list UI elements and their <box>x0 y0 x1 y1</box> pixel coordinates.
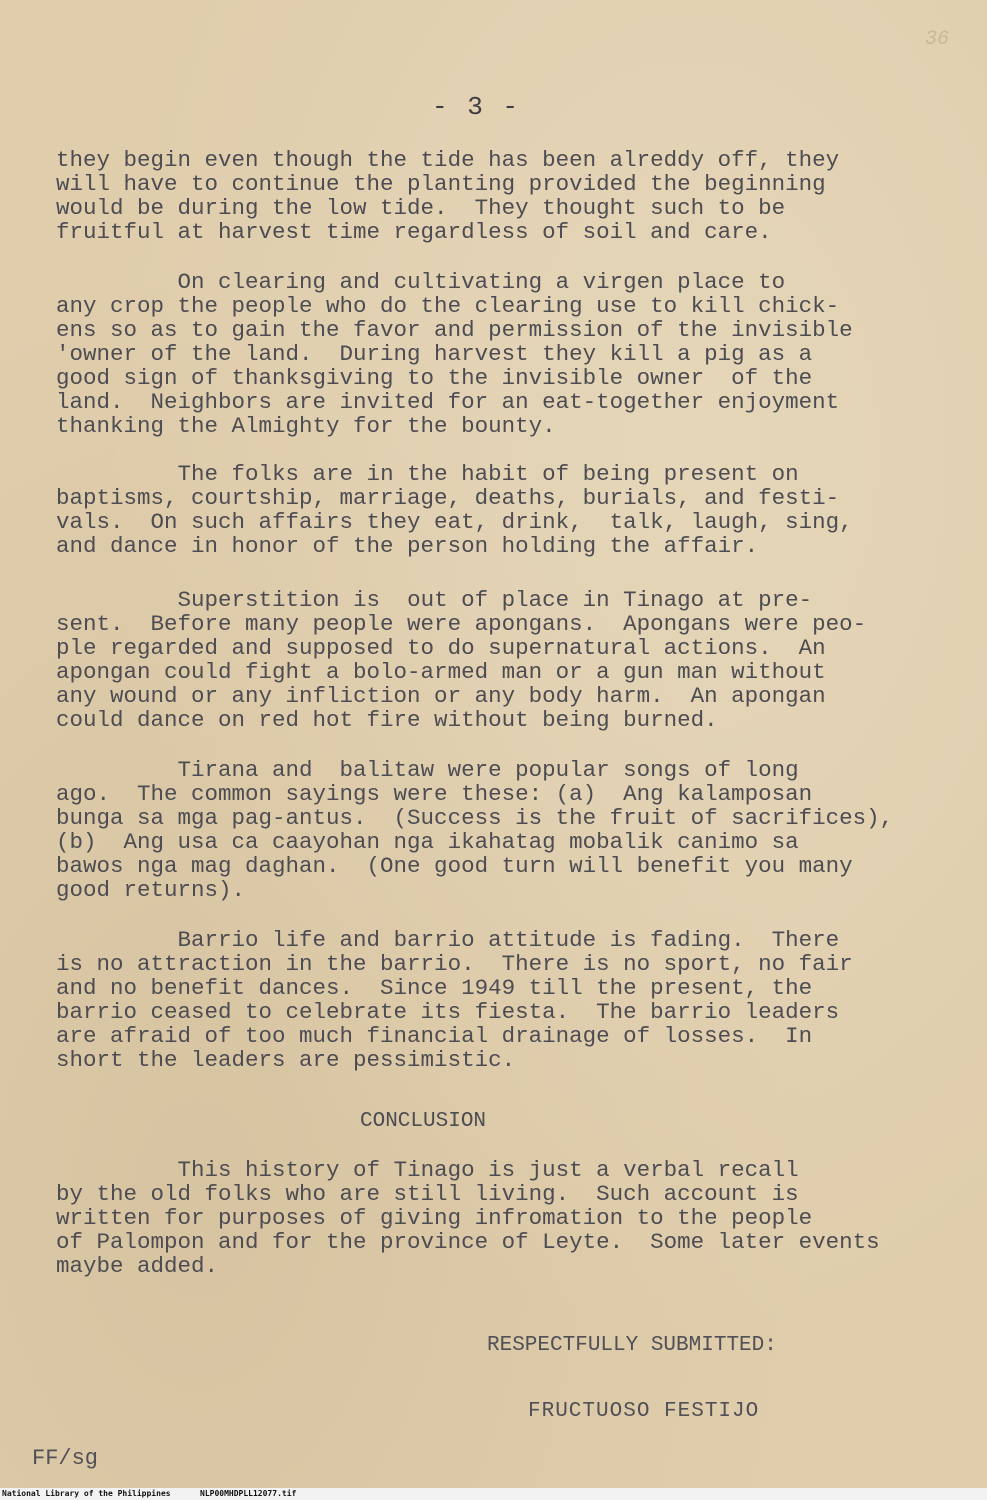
typist-initials: FF/sg <box>32 1446 99 1471</box>
signature-name: FRUCTUOSO FESTIJO <box>528 1400 760 1423</box>
conclusion-heading: CONCLUSION <box>360 1110 487 1133</box>
footer-library-name: National Library of the Philippines <box>2 1489 171 1498</box>
paragraph-songs-sayings: Tirana and balitaw were popular songs of long ago. The common sayings were these: (a) Ang kalamposan bunga sa mga pag-antus. (Success is the fruit of sacrifices), (b) Ang usa ca caayohan nga ikahatag mobalik canimo sa bawos nga mag daghan. (One good turn will benefit you many good returns). <box>56 757 894 903</box>
paragraph-superstition: Superstition is out of place in Tinago at pre- sent. Before many people were apongans. Apongans were peo- ple regarded and supposed to do supernatural actions. An apongan could fight a bolo-armed man or a gun man without any wound or any infliction or any body harm. An apongan could dance on red hot fire without being burned. <box>56 587 867 733</box>
corner-page-mark: 36 <box>925 28 950 51</box>
closing-line: RESPECTFULLY SUBMITTED: <box>487 1334 777 1357</box>
paragraph-land-clearing: On clearing and cultivating a virgen place to any crop the people who do the clearing use to kill chick- ens so as to gain the favor and permission of the invisible 'owner of the land. During harvest they kill a pig as a good sign of thanksgiving to the invisible owner of the land. Neighbors are invited for an eat-together enjoyment thanking the Almighty for the bounty. <box>56 269 853 439</box>
page-number: - 3 - <box>432 92 521 122</box>
paragraph-conclusion: This history of Tinago is just a verbal recall by the old folks who are still living. Such account is written for purposes of giving infromation to the people of Palompon and for the province of Leyte. Some later events maybe added. <box>56 1157 880 1279</box>
paragraph-tide-planting: they begin even though the tide has been alreddy off, they will have to continue the planting provided the beginning would be during the low tide. They thought such to be fruitful at harvest time regardless of soil and care. <box>56 147 840 245</box>
paragraph-social-affairs: The folks are in the habit of being present on baptisms, courtship, marriage, deaths, burials, and festi- vals. On such affairs they eat, drink, talk, laugh, sing, and dance in honor of the person holding the affair. <box>56 461 853 559</box>
footer-file-name: NLP00MHDPLL12077.tif <box>200 1489 297 1498</box>
paragraph-barrio-life: Barrio life and barrio attitude is fading. There is no attraction in the barrio. There is no sport, no fair and no benefit dances. Since 1949 till the present, the barrio ceased to celebrate its fiesta. The barrio leaders are afraid of too much financial drainage of losses. In short the leaders are pessimistic. <box>56 927 853 1073</box>
